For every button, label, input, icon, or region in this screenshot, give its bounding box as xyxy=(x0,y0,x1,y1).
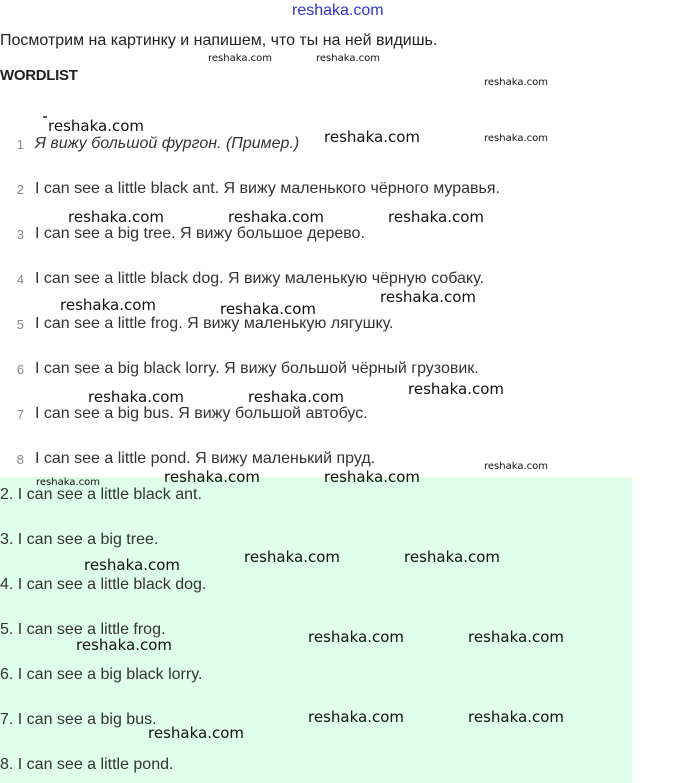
watermark: reshaka.com xyxy=(308,628,404,646)
tick-mark xyxy=(43,116,47,118)
item-text: Я вижу большой фургон. (Пример.) xyxy=(35,135,300,152)
watermark: reshaka.com xyxy=(164,468,260,486)
item-text: I can see a little black ant. Я вижу маленького чёрного муравья. xyxy=(35,180,500,197)
watermark: reshaka.com xyxy=(380,288,476,306)
watermark: reshaka.com xyxy=(484,133,548,144)
watermark: reshaka.com xyxy=(408,380,504,398)
item-number: 4 xyxy=(16,272,24,287)
item-number: 6 xyxy=(16,362,24,377)
watermark: reshaka.com xyxy=(308,708,404,726)
answer-line: 6. I can see a big black lorry. xyxy=(0,666,203,683)
answer-line: 3. I can see a big tree. xyxy=(0,531,159,548)
watermark: reshaka.com xyxy=(48,117,144,135)
instruction-text: Посмотрим на картинку и напишем, что ты на ней видишь. xyxy=(0,32,438,49)
watermark: reshaka.com xyxy=(248,388,344,406)
answer-line: 8. I can see a little pond. xyxy=(0,756,174,773)
watermark: reshaka.com xyxy=(388,208,484,226)
watermark: reshaka.com xyxy=(208,53,272,64)
item-text: I can see a little pond. Я вижу маленький пруд. xyxy=(35,450,376,467)
watermark: reshaka.com xyxy=(468,708,564,726)
watermark: reshaka.com xyxy=(88,388,184,406)
item-text: I can see a big tree. Я вижу большое дерево. xyxy=(35,225,365,242)
watermark: reshaka.com xyxy=(68,208,164,226)
answer-line: 7. I can see a big bus. xyxy=(0,711,157,728)
site-header-link[interactable]: reshaka.com xyxy=(292,2,384,19)
item-number: 7 xyxy=(16,407,24,422)
watermark: reshaka.com xyxy=(324,468,420,486)
watermark: reshaka.com xyxy=(324,128,420,146)
watermark: reshaka.com xyxy=(84,556,180,574)
watermark: reshaka.com xyxy=(484,461,548,472)
watermark: reshaka.com xyxy=(220,300,316,318)
wordlist-heading: WORDLIST xyxy=(0,67,78,84)
item-number: 1 xyxy=(16,137,24,152)
watermark: reshaka.com xyxy=(484,77,548,88)
item-text: I can see a little black dog. Я вижу маленькую чёрную собаку. xyxy=(35,270,484,287)
answer-line: 4. I can see a little black dog. xyxy=(0,576,207,593)
watermark: reshaka.com xyxy=(244,548,340,566)
watermark: reshaka.com xyxy=(316,53,380,64)
watermark: reshaka.com xyxy=(76,636,172,654)
answer-line: 2. I can see a little black ant. xyxy=(0,486,202,503)
watermark: reshaka.com xyxy=(468,628,564,646)
item-text: I can see a big bus. Я вижу большой автобус. xyxy=(35,405,368,422)
answer-line: 5. I can see a little frog. xyxy=(0,621,166,638)
item-number: 2 xyxy=(16,182,24,197)
item-text: I can see a little frog. Я вижу маленькую лягушку. xyxy=(35,315,394,332)
watermark: reshaka.com xyxy=(228,208,324,226)
watermark: reshaka.com xyxy=(60,296,156,314)
watermark: reshaka.com xyxy=(36,477,100,488)
item-number: 5 xyxy=(16,317,24,332)
item-number: 3 xyxy=(16,227,24,242)
watermark: reshaka.com xyxy=(148,724,244,742)
item-text: I can see a big black lorry. Я вижу большой чёрный грузовик. xyxy=(35,360,479,377)
item-number: 8 xyxy=(16,452,24,467)
watermark: reshaka.com xyxy=(404,548,500,566)
